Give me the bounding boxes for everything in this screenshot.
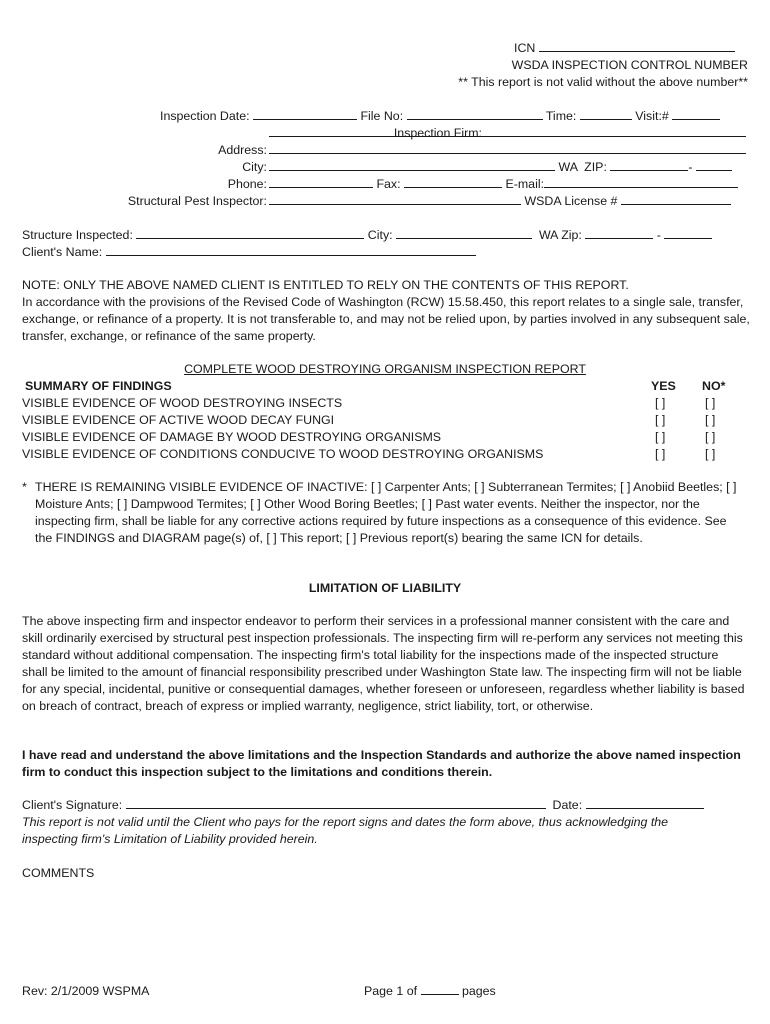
no-checkbox[interactable]: [ ]: [705, 396, 716, 410]
structure-field[interactable]: [136, 227, 364, 239]
page-suffix: pages: [461, 984, 496, 998]
inspection-date-label: Inspection Date:: [160, 109, 250, 123]
note-paragraph: In accordance with the provisions of the Revised Code of Washington (RCW) 15.58.450, this report relates to a single sale, transfer, exchange, or refinance of a property. It is not transferable to, and may not be relied upon, by parties involved in any subsequent sale, transfer, exchange, or refinance of the same property.: [22, 295, 750, 343]
validity-note: ** This report is not valid without the above number**: [458, 75, 748, 89]
inactive-star: *: [22, 480, 27, 494]
phone-field[interactable]: [269, 176, 373, 188]
signature-date-field[interactable]: [586, 797, 704, 809]
structure-city-label: City:: [367, 228, 393, 242]
inspector-field[interactable]: [269, 193, 521, 205]
wa-label: WA: [558, 160, 578, 174]
yes-checkbox[interactable]: [ ]: [655, 430, 666, 444]
finding-row: VISIBLE EVIDENCE OF DAMAGE BY WOOD DESTROYING ORGANISMS: [22, 430, 442, 444]
city-field[interactable]: [269, 159, 555, 171]
finding-row: VISIBLE EVIDENCE OF WOOD DESTROYING INSECTS: [22, 396, 343, 410]
inspector-label: Structural Pest Inspector:: [127, 194, 267, 208]
file-no-field[interactable]: [407, 108, 543, 120]
no-checkbox[interactable]: [ ]: [705, 430, 716, 444]
address-field[interactable]: [269, 142, 746, 154]
authorization-statement: I have read and understand the above limitations and the Inspection Standards and authorize the above named inspection firm to conduct this inspection subject to the limitations and conditions therein.: [22, 748, 741, 779]
time-field[interactable]: [580, 108, 632, 120]
structure-zip-ext-field[interactable]: [664, 227, 712, 239]
inspector-line: [269, 193, 731, 210]
summary-heading: SUMMARY OF FINDINGS: [25, 379, 172, 393]
client-line: [22, 244, 476, 261]
file-no-label: File No:: [360, 109, 404, 123]
finding-row: VISIBLE EVIDENCE OF ACTIVE WOOD DECAY FUNGI: [22, 413, 335, 427]
client-name-field[interactable]: [106, 244, 476, 256]
email-label: E-mail:: [505, 177, 545, 191]
yes-column-label: YES: [651, 379, 676, 393]
structure-city-field[interactable]: [396, 227, 532, 239]
inspection-date-field[interactable]: [253, 108, 357, 120]
zip-label: ZIP:: [584, 160, 607, 174]
page-count: [364, 983, 496, 1000]
structure-line: [22, 227, 712, 244]
address-label: Address:: [218, 143, 267, 157]
icn-label: ICN: [514, 41, 536, 55]
structure-zip-field[interactable]: [585, 227, 653, 239]
signature-date-label: Date:: [552, 798, 583, 812]
finding-row: VISIBLE EVIDENCE OF CONDITIONS CONDUCIVE TO WOOD DESTROYING ORGANISMS: [22, 447, 544, 461]
report-title: COMPLETE WOOD DESTROYING ORGANISM INSPECTION REPORT: [184, 362, 586, 376]
fax-label: Fax:: [376, 177, 401, 191]
email-field[interactable]: [544, 176, 738, 188]
license-label: WSDA License #: [524, 194, 618, 208]
city-label: City:: [242, 160, 267, 174]
visit-label: Visit:#: [635, 109, 669, 123]
zip-dash: -: [688, 160, 693, 174]
no-column-label: NO*: [702, 379, 726, 393]
yes-checkbox[interactable]: [ ]: [655, 413, 666, 427]
firm-label: Inspection Firm:: [393, 126, 482, 140]
liability-paragraph: The above inspecting firm and inspector endeavor to perform their services in a professional manner consistent with the care and skill ordinarily exercised by structural pest inspection professionals. The inspecting firm will re-perform any services not meeting this standard without additional compensation. The inspecting firm's total liability for the inspections made of the inspected structure shall be limited to the amount of financial responsibility prescribed under Washington State law. The inspecting firm will not be liable for any special, incidental, punitive or consequential damages, whether foreseen or unforeseen, regardless whether liability is based on breach of contract, breach of express or implied warranty, negligence, strict liability, tort, or otherwise.: [22, 614, 745, 713]
city-line: [269, 159, 732, 176]
page-prefix: Page 1 of: [364, 984, 418, 998]
no-checkbox[interactable]: [ ]: [705, 447, 716, 461]
zip-field[interactable]: [610, 159, 688, 171]
fax-field[interactable]: [404, 176, 502, 188]
total-pages-field[interactable]: [421, 983, 459, 995]
signature-line: [22, 797, 704, 814]
visit-field[interactable]: [672, 108, 720, 120]
inactive-paragraph: THERE IS REMAINING VISIBLE EVIDENCE OF INACTIVE: [ ] Carpenter Ants; [ ] Subterranean Termites; [ ] Anobiid Beetles; [ ] Moisture Ants; [ ] Dampwood Termites; [ ] Other Wood Boring Beetles; [ ] Past water events. Neither the inspector, nor the inspecting firm, shall be liable for any corrective actions required by future inspections as a consequence of this evidence. See the FINDINGS and DIAGRAM page(s) of, [ ] This report; [ ] Previous report(s) bearing the same ICN for details.: [35, 480, 737, 545]
zip-ext-field[interactable]: [696, 159, 732, 171]
comments-label: COMMENTS: [22, 866, 95, 880]
client-name-label: Client's Name:: [22, 245, 103, 259]
phone-label: Phone:: [227, 177, 267, 191]
icn-line: [514, 40, 735, 57]
signature-note: This report is not valid until the Client who pays for the report signs and dates the form above, thus acknowledging the inspecting firm's Limitation of Liability provided herein.: [22, 815, 669, 846]
structure-label: Structure Inspected:: [22, 228, 133, 242]
no-checkbox[interactable]: [ ]: [705, 413, 716, 427]
client-signature-label: Client's Signature:: [22, 798, 123, 812]
license-field[interactable]: [621, 193, 731, 205]
structure-zip-dash: -: [656, 228, 661, 242]
revision-label: Rev: 2/1/2009 WSPMA: [22, 984, 150, 998]
control-number-title: WSDA INSPECTION CONTROL NUMBER: [511, 58, 748, 72]
client-signature-field[interactable]: [126, 797, 546, 809]
structure-wa-zip-label: WA Zip:: [538, 228, 582, 242]
yes-checkbox[interactable]: [ ]: [655, 447, 666, 461]
time-label: Time:: [545, 109, 577, 123]
liability-title: LIMITATION OF LIABILITY: [308, 581, 462, 595]
note-line: NOTE: ONLY THE ABOVE NAMED CLIENT IS ENTITLED TO RELY ON THE CONTENTS OF THIS REPORT.: [22, 278, 629, 292]
inspection-line-1: [160, 108, 720, 125]
phone-line: [269, 176, 738, 193]
icn-field[interactable]: [539, 40, 735, 52]
yes-checkbox[interactable]: [ ]: [655, 396, 666, 410]
inspection-firm-field[interactable]: [269, 125, 746, 137]
